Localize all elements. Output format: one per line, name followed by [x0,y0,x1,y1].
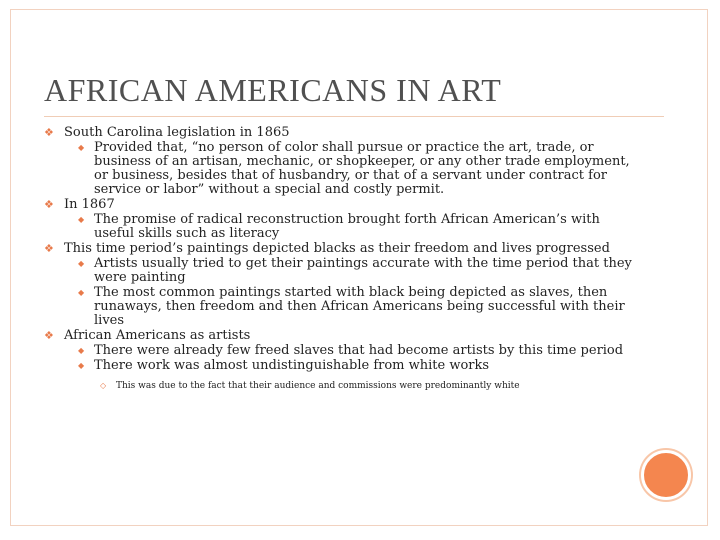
bullet-item-level-1 [44,126,634,140]
bullet-item-level-2 [44,344,634,358]
bullet-text: In 1867 [64,197,115,212]
bullet-text: Artists usually tried to get their paintings accurate with the time period that they were painting [94,256,632,285]
bullet-item-level-2 [44,213,634,241]
bullet-text: The most common paintings started with black being depicted as slaves, then runaways, then freedom and then African Americans being successful with their lives [94,285,625,328]
bullet-text: There work was almost undistinguishable from white works [94,358,490,373]
slide-title: AFRICAN AMERICANS IN ART [44,72,502,108]
bullet-text: Provided that, “no person of color shall pursue or practice the art, trade, or business of an artisan, mechanic, or shopkeeper, or any other trade employment, or business, besides that of husbandry, or that of a servant under contract for service or labor” without a special and costly permit. [94,140,630,197]
bullet-item-level-1 [44,329,634,343]
bullet-item-level-2 [44,286,634,328]
bullet-list [44,126,634,392]
bullet-text: African Americans as artists [64,328,251,343]
bullet-item-level-2 [44,141,634,197]
diamond-bullet-icon: ◆ [78,346,85,355]
bullet-item-level-2 [44,257,634,285]
title-divider [44,116,664,117]
diamond-bullet-icon: ◆ [78,215,85,224]
diamond-bullet-icon: ◇ [100,381,107,390]
diamond-bullet-icon: ❖ [44,242,54,255]
diamond-bullet-icon: ◆ [78,288,85,297]
bullet-item-level-2 [44,359,634,373]
bullet-text: South Carolina legislation in 1865 [64,125,290,140]
bullet-text: This was due to the fact that their audience and commissions were predominantly white [116,381,520,391]
bullet-item-level-1 [44,198,634,212]
diamond-bullet-icon: ❖ [44,126,54,139]
diamond-bullet-icon: ❖ [44,198,54,211]
bullet-text: This time period’s paintings depicted blacks as their freedom and lives progressed [64,241,610,256]
bullet-text: There were already few freed slaves that had become artists by this time period [94,343,624,358]
bullet-text: The promise of radical reconstruction brought forth African American’s with useful skills such as literacy [94,212,600,241]
diamond-bullet-icon: ◆ [78,259,85,268]
diamond-bullet-icon: ❖ [44,329,54,342]
bullet-item-level-3 [44,380,634,392]
diamond-bullet-icon: ◆ [78,361,85,370]
decorative-circle [641,450,691,500]
bullet-item-level-1 [44,242,634,256]
diamond-bullet-icon: ◆ [78,143,85,152]
